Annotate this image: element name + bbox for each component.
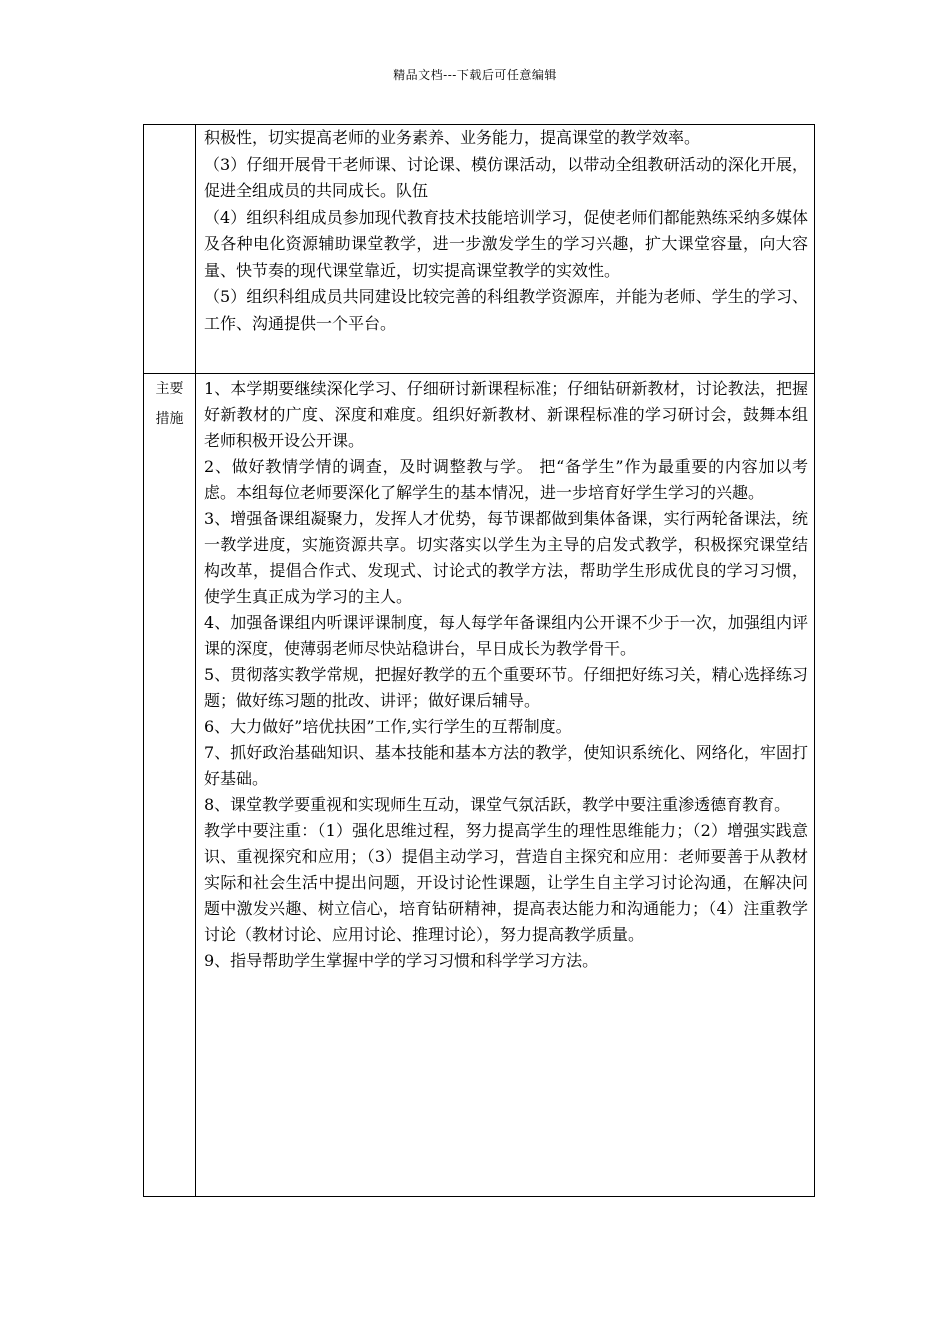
row-content-cell	[196, 125, 815, 374]
paragraph: 4、加强备课组内听课评课制度，每人每学年备课组内公开课不少于一次，加强组内评课的深度，使薄弱老师尽快站稳讲台，早日成长为教学骨干。	[204, 613, 808, 658]
row-label-cell	[144, 374, 196, 1197]
paragraph: （4）组织科组成员参加现代教育技术技能培训学习，促使老师们都能熟练采纳多媒体及各种电化资源辅助课堂教学，进一步激发学生的学习兴趣，扩大课堂容量，向大容量、快节奏的现代课堂靠近，切实提高课堂教学的实效性。	[204, 207, 808, 280]
paragraph: 1、本学期要继续深化学习、仔细研讨新课程标准；仔细钻研新教材，讨论教法，把握好新教材的广度、深度和难度。组织好新教材、新课程标准的学习研讨会，鼓舞本组老师积极开设公开课。	[204, 379, 808, 450]
row-label-line1: 主要	[155, 381, 184, 397]
paragraph: 教学中要注重：（1）强化思维过程，努力提高学生的理性思维能力；（2）增强实践意识、重视探究和应用；（3）提倡主动学习，营造自主探究和应用：老师要善于从教材实际和社会生活中提出问题，开设讨论性课题，让学生自主学习讨论沟通，在解决问题中激发兴趣、树立信心，培育钻研精神，提高表达能力和沟通能力；（4）注重教学讨论（教材讨论、应用讨论、推理讨论），努力提高教学质量。	[204, 821, 808, 944]
paragraph: （5）组织科组成员共同建设比较完善的科组教学资源库，并能为老师、学生的学习、工作、沟通提供一个平台。	[204, 287, 808, 333]
paragraph: 6、大力做好”培优扶困”工作,实行学生的互帮制度。	[204, 717, 572, 736]
paragraph: 2、做好教情学情的调查，及时调整教与学。 把“备学生”作为最重要的内容加以考虑。本组每位老师要深化了解学生的基本情况，进一步培育好学生学习的兴趣。	[204, 457, 808, 502]
paragraph: 3、增强备课组凝聚力，发挥人才优势，每节课都做到集体备课，实行两轮备课法，统一教学进度，实施资源共享。切实落实以学生为主导的启发式教学，积极探究课堂结构改革，提倡合作式、发现式、讨论式的教学方法，帮助学生形成优良的学习习惯，使学生真正成为学习的主人。	[204, 509, 808, 606]
paragraph: （3）仔细开展骨干老师课、讨论课、模仿课活动，以带动全组教研活动的深化开展，促进全组成员的共同成长。队伍	[204, 154, 808, 200]
paragraph: 5、贯彻落实教学常规，把握好教学的五个重要环节。仔细把好练习关，精心选择练习题；做好练习题的批改、讲评；做好课后辅导。	[204, 665, 808, 710]
row-content-cell	[196, 374, 815, 1197]
paragraph: 9、指导帮助学生掌握中学的学习习惯和科学学习方法。	[204, 951, 599, 970]
plan-table	[143, 124, 815, 1197]
paragraph: 积极性，切实提高老师的业务素养、业务能力，提高课堂的教学效率。	[204, 128, 701, 147]
page-header: 精品文档---下载后可任意编辑	[393, 68, 557, 82]
table-row-objectives	[144, 125, 815, 374]
table-row-measures	[144, 374, 815, 1197]
paragraph: 8、课堂教学要重视和实现师生互动，课堂气氛活跃，教学中要注重渗透德育教育。	[204, 795, 791, 814]
paragraph: 7、抓好政治基础知识、基本技能和基本方法的教学，使知识系统化、网络化，牢固打好基础。	[204, 743, 808, 788]
row-label-line2: 措施	[155, 411, 184, 427]
row-label-cell	[144, 125, 196, 374]
